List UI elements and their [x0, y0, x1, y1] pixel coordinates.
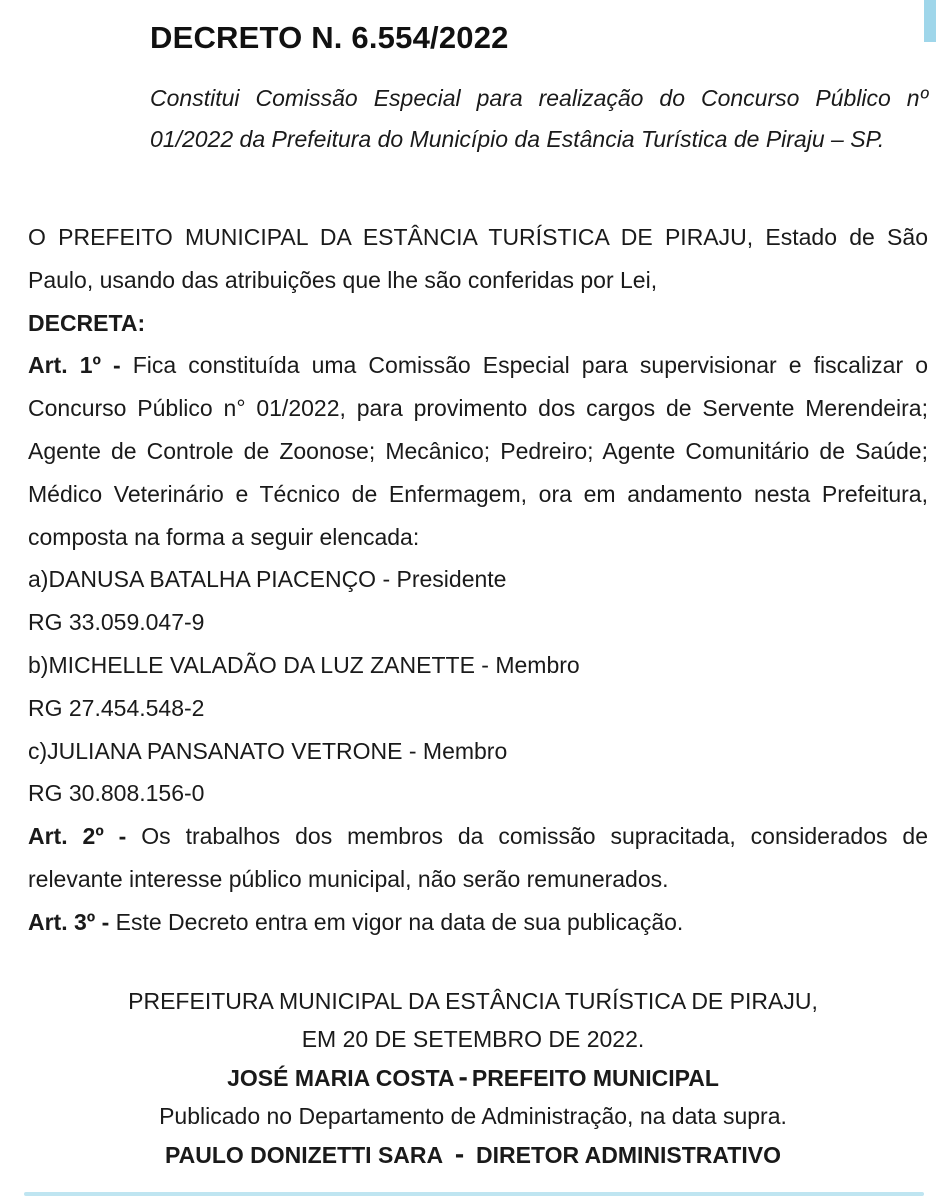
member-rg: RG 30.808.156-0 — [28, 780, 205, 807]
article-3-label: Art. 3º - — [28, 908, 110, 935]
article-1 — [28, 344, 928, 558]
article-2-text: Os trabalhos dos membros da comissão supracitada, considerados de relevante interesse público municipal, não serão remunerados. — [28, 823, 929, 892]
member-rg: RG 33.059.047-9 — [28, 609, 205, 636]
decreta-heading: DECRETA: — [28, 309, 146, 336]
article-2 — [28, 815, 928, 901]
member-name: b)MICHELLE VALADÃO DA LUZ ZANETTE - Membro — [28, 651, 580, 678]
decree-body — [28, 216, 928, 944]
member-name: a)DANUSA BATALHA PIACENÇO - Presidente — [28, 566, 507, 593]
director-name: PAULO DONIZETTI SARA — [165, 1142, 444, 1168]
director-signature: PAULO DONIZETTI SARA - DIRETOR ADMINISTRATIVO — [165, 1138, 781, 1169]
mayor-title: PREFEITO MUNICIPAL — [471, 1065, 719, 1091]
article-1-text: Fica constituída uma Comissão Especial para supervisionar e fiscalizar o Concurso Público n° 01/2022, para provimento dos cargos de Servente Merendeira; Agente de Controle de Zoonose; Mecânico; Pedreiro; Agente Comunitário de Saúde; Médico Veterinário e Técnico de Enfermagem, ora em andamento nesta Prefeitura, composta na forma a seguir elencada: — [28, 352, 928, 550]
member-name: c)JULIANA PANSANATO VETRONE - Membro — [28, 737, 508, 764]
preamble: O PREFEITO MUNICIPAL DA ESTÂNCIA TURÍSTICA DE PIRAJU, Estado de São Paulo, usando das atribuições que lhe são conferidas por Lei, — [28, 224, 928, 293]
article-3-text: Este Decreto entra em vigor na data de sua publicação. — [115, 908, 684, 935]
decree-summary: Constitui Comissão Especial para realização do Concurso Público nº 01/2022 da Prefeitura do Município da Estância Turística de Piraju – SP. — [150, 85, 928, 152]
article-1-label: Art. 1º - — [28, 352, 121, 379]
date-line: EM 20 DE SETEMBRO DE 2022. — [301, 1026, 645, 1052]
bottom-divider — [24, 1192, 924, 1196]
accent-bar — [924, 0, 936, 42]
mayor-signature: JOSÉ MARIA COSTA - PREFEITO MUNICIPAL — [227, 1061, 719, 1092]
mayor-name: JOSÉ MARIA COSTA — [227, 1065, 455, 1091]
decree-title: DECRETO N. 6.554/2022 — [150, 20, 509, 55]
member-rg: RG 27.454.548-2 — [28, 694, 205, 721]
article-3 — [28, 901, 928, 944]
published-note: Publicado no Departamento de Administração, na data supra. — [159, 1103, 787, 1129]
article-2-label: Art. 2º - — [28, 823, 127, 850]
decree-footer — [28, 982, 918, 1174]
director-title: DIRETOR ADMINISTRATIVO — [476, 1142, 781, 1168]
city-line: PREFEITURA MUNICIPAL DA ESTÂNCIA TURÍSTICA DE PIRAJU, — [128, 988, 818, 1014]
